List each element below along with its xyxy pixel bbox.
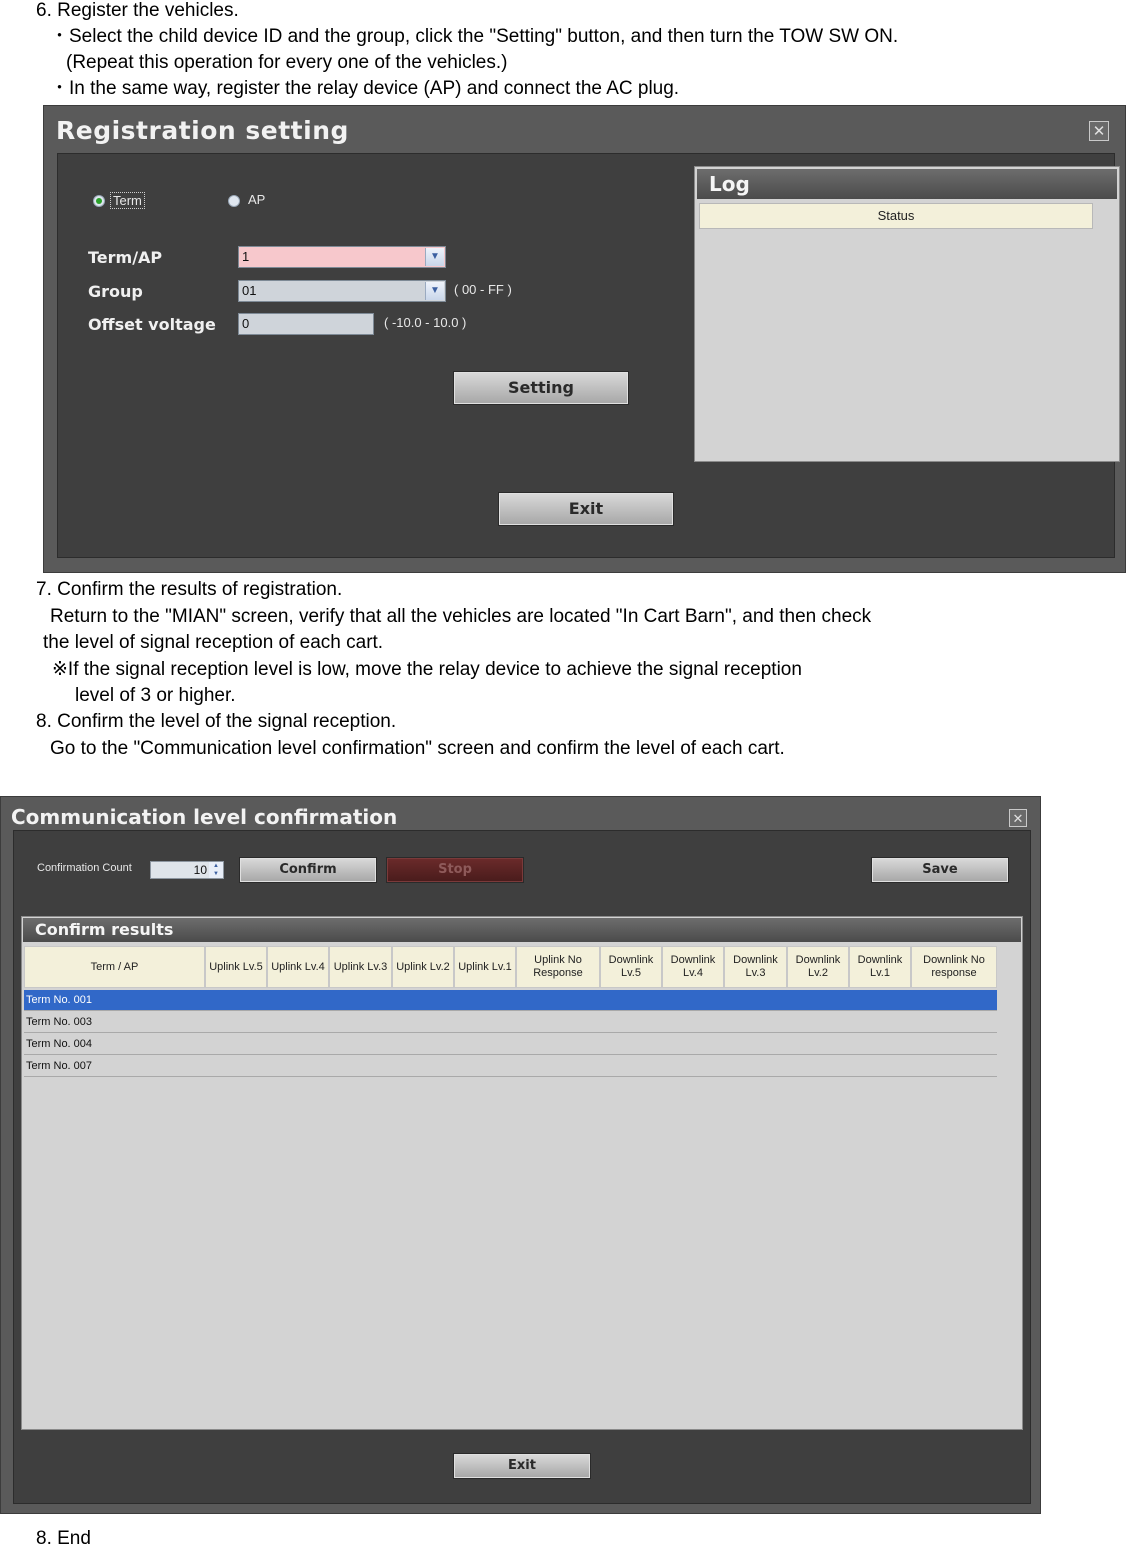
step6-title: 6. Register the vehicles. xyxy=(36,0,239,21)
column-header-uplink-lv5[interactable]: Uplink Lv.5 xyxy=(205,946,267,988)
group-label: Group xyxy=(88,282,143,301)
chevron-down-icon[interactable]: ▼ xyxy=(425,282,444,300)
column-header-uplink-lv2[interactable]: Uplink Lv.2 xyxy=(392,946,454,988)
column-header-downlink-lv1[interactable]: Downlink Lv.1 xyxy=(849,946,911,988)
ap-radio-label[interactable]: AP xyxy=(248,192,266,207)
confirm-button[interactable]: Confirm xyxy=(240,858,376,882)
confirmation-count-stepper[interactable] xyxy=(150,861,224,879)
communication-window xyxy=(0,796,1041,1514)
ap-radio[interactable] xyxy=(228,195,240,207)
step7-title: 7. Confirm the results of registration. xyxy=(36,579,343,600)
close-icon[interactable]: ✕ xyxy=(1009,809,1027,827)
close-icon[interactable]: ✕ xyxy=(1089,121,1109,141)
confirm-results-panel xyxy=(21,916,1023,1430)
table-row[interactable]: Term No. 007 xyxy=(24,1056,997,1077)
offset-voltage-label: Offset voltage xyxy=(88,315,216,334)
offset-range: ( -10.0 - 10.0 ) xyxy=(384,315,467,330)
save-button[interactable]: Save xyxy=(872,858,1008,882)
column-header-downlink-no-response[interactable]: Downlink No response xyxy=(911,946,997,988)
stop-button[interactable]: Stop xyxy=(387,858,523,882)
table-row[interactable]: Term No. 004 xyxy=(24,1034,997,1055)
setting-button[interactable]: Setting xyxy=(454,372,628,404)
confirmation-count-label: Confirmation Count xyxy=(37,862,132,874)
step7-note1: ※If the signal reception level is low, move the relay device to achieve the signal reception xyxy=(52,659,802,680)
term-ap-label: Term/AP xyxy=(88,248,163,267)
group-range: ( 00 - FF ) xyxy=(454,282,512,297)
column-header-uplink-lv3[interactable]: Uplink Lv.3 xyxy=(329,946,392,988)
chevron-down-icon[interactable]: ▼ xyxy=(425,248,444,266)
column-header-downlink-lv3[interactable]: Downlink Lv.3 xyxy=(724,946,787,988)
confirm-results-title: Confirm results xyxy=(23,918,1021,942)
column-header-uplink-no-response[interactable]: Uplink No Response xyxy=(516,946,600,988)
term-ap-select[interactable] xyxy=(238,246,446,268)
step7-line1: Return to the "MIAN" screen, verify that all the vehicles are located "In Cart Barn", and then check xyxy=(50,606,872,627)
offset-voltage-input[interactable] xyxy=(238,313,374,335)
step8-line1: Go to the "Communication level confirmation" screen and confirm the level of each cart. xyxy=(50,738,785,759)
step7-note2: level of 3 or higher. xyxy=(75,685,236,706)
log-title: Log xyxy=(697,169,1117,199)
term-radio[interactable] xyxy=(93,195,105,207)
step6-line3: ・In the same way, register the relay device (AP) and connect the AC plug. xyxy=(50,78,680,99)
offset-voltage-value: 0 xyxy=(242,316,250,331)
column-header-term-ap[interactable]: Term / AP xyxy=(24,946,205,988)
step8-title: 8. Confirm the level of the signal reception. xyxy=(36,711,397,732)
column-header-uplink-lv4[interactable]: Uplink Lv.4 xyxy=(267,946,329,988)
step6-line1: ・Select the child device ID and the group, click the "Setting" button, and then turn the TOW SW ON. xyxy=(50,26,899,47)
term-ap-value: 1 xyxy=(242,249,250,264)
communication-panel xyxy=(13,830,1031,1504)
arrow-down-icon[interactable]: ▼ xyxy=(209,870,223,878)
registration-title: Registration setting xyxy=(56,116,349,145)
exit-button[interactable]: Exit xyxy=(499,493,673,525)
step7-line2: the level of signal reception of each cart. xyxy=(43,632,384,653)
column-header-uplink-lv1[interactable]: Uplink Lv.1 xyxy=(454,946,516,988)
confirmation-count-value: 10 xyxy=(193,863,207,877)
end-step: 8. End xyxy=(36,1528,91,1549)
registration-panel xyxy=(57,153,1115,558)
step6-line2: (Repeat this operation for every one of the vehicles.) xyxy=(66,52,508,73)
group-value: 01 xyxy=(242,283,257,298)
log-panel xyxy=(694,166,1120,462)
column-header-downlink-lv2[interactable]: Downlink Lv.2 xyxy=(787,946,849,988)
arrow-up-icon[interactable]: ▲ xyxy=(209,862,223,870)
column-header-downlink-lv5[interactable]: Downlink Lv.5 xyxy=(600,946,662,988)
exit-button[interactable]: Exit xyxy=(454,1454,590,1478)
table-row[interactable]: Term No. 003 xyxy=(24,1012,997,1033)
communication-title: Communication level confirmation xyxy=(11,805,398,829)
column-header-downlink-lv4[interactable]: Downlink Lv.4 xyxy=(662,946,724,988)
status-column-header[interactable]: Status xyxy=(699,203,1093,229)
term-radio-label[interactable]: Term xyxy=(110,192,145,209)
group-select[interactable] xyxy=(238,280,446,302)
table-row[interactable]: Term No. 001 xyxy=(24,990,997,1011)
registration-window xyxy=(43,105,1126,573)
